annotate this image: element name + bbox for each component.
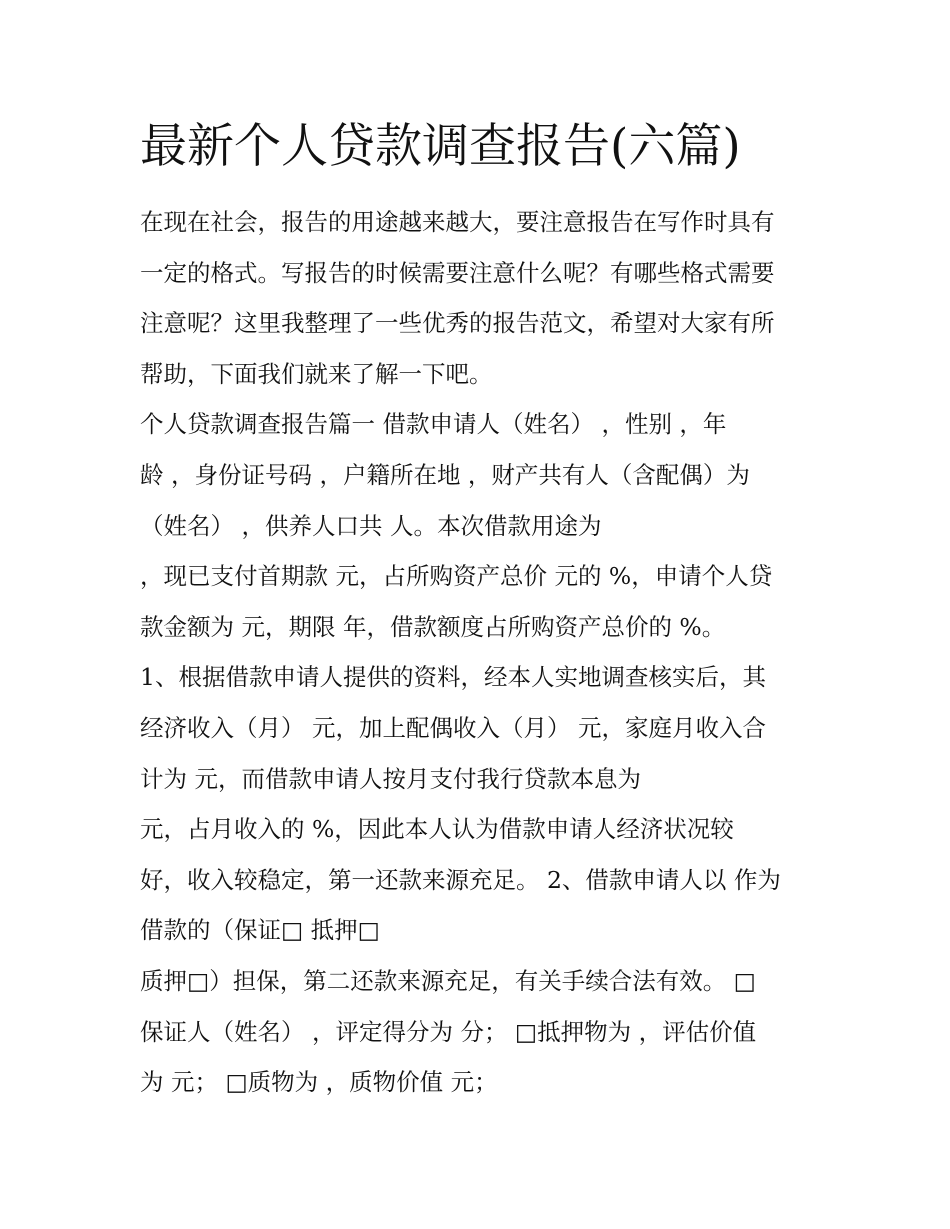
text-line: 帮助，下面我们就来了解一下吧。 [140,359,493,388]
text-line: 一定的格式。写报告的时候需要注意什么呢？有哪些格式需要 [140,258,775,287]
text-line: 质押□）担保，第二还款来源充足，有关手续合法有效。 □ [140,966,756,995]
text-line: 龄 ，身份证号码 ，户籍所在地 ，财产共有人（含配偶）为 [140,460,750,489]
text-line: 好，收入较稳定，第一还款来源充足。 2、借款申请人以 作为 [140,865,781,894]
text-line: 为 元； □质物为 ，质物价值 元； [140,1068,498,1097]
text-line: 借款的（保证□ 抵押□ [140,916,380,945]
text-line: 个人贷款调查报告篇一 借款申请人（姓名） ，性别 ，年 [140,410,727,439]
text-line: ，现已支付首期款 元，占所购资产总价 元的 %，申请个人贷 [140,562,773,591]
text-line: （姓名） ，供养人口共 人。本次借款用途为 [140,511,602,540]
document-body [140,197,840,1108]
text-line: 经济收入（月） 元，加上配偶收入（月） 元，家庭月收入合 [140,713,766,742]
document-title: 最新个人贷款调查报告(六篇) [140,119,741,174]
text-line: 款金额为 元，期限 年，借款额度占所购资产总价的 %。 [140,612,726,641]
text-line: 1、根据借款申请人提供的资料，经本人实地调查核实后，其 [140,663,766,692]
text-line: 保证人（姓名） ，评定得分为 分； □抵押物为 ，评估价值 [140,1017,757,1046]
text-line: 在现在社会，报告的用途越来越大，要注意报告在写作时具有 [140,208,775,236]
text-line: 注意呢？这里我整理了一些优秀的报告范文，希望对大家有所 [140,309,775,338]
text-line: 元，占月收入的 %，因此本人认为借款申请人经济状况较 [140,815,734,844]
text-line: 计为 元，而借款申请人按月支付我行贷款本息为 [140,764,641,793]
